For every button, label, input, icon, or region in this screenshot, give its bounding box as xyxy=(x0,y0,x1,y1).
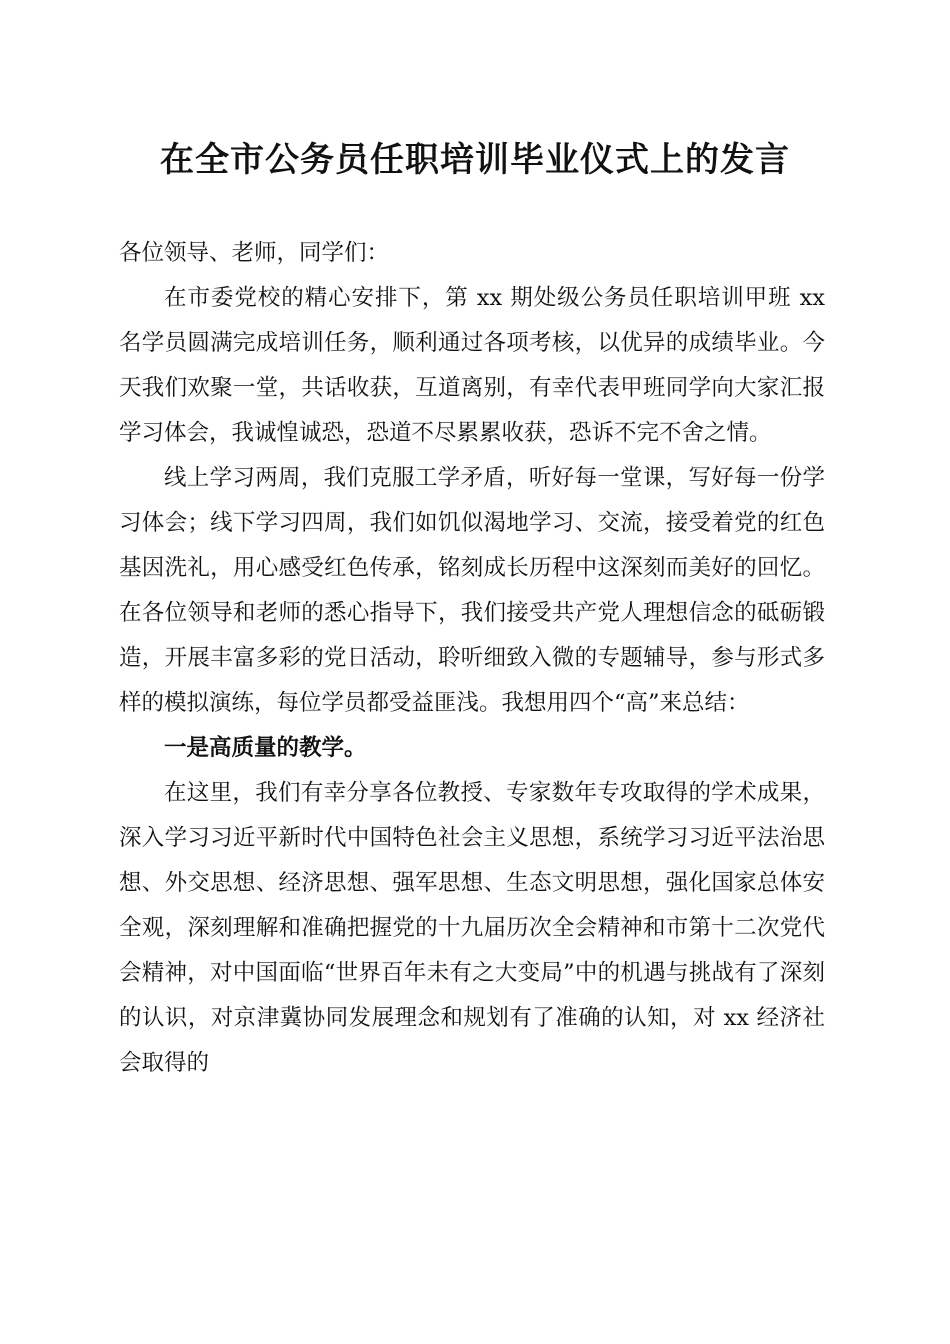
paragraph-study: 线上学习两周，我们克服工学矛盾，听好每一堂课，写好每一份学习体会；线下学习四周，我们如饥似渴地学习、交流，接受着党的红色基因洗礼，用心感受红色传承，铭刻成长历程中这深刻而美好的回忆。在各位领导和老师的悉心指导下，我们接受共产党人理想信念的砥砺锻造，开展丰富多彩的党日活动，聆听细致入微的专题辅导，参与形式多样的模拟演练，每位学员都受益匪浅。我想用四个“高”来总结： xyxy=(119,465,825,716)
greeting: 各位领导、老师，同学们： xyxy=(119,240,390,266)
document-body xyxy=(119,231,825,1086)
paragraph-teaching: 在这里，我们有幸分享各位教授、专家数年专攻取得的学术成果，深入学习习近平新时代中国特色社会主义思想，系统学习习近平法治思想、外交思想、经济思想、强军思想、生态文明思想，强化国家总体安全观，深刻理解和准确把握党的十九届历次全会精神和市第十二次党代会精神，对中国面临“世界百年未有之大变局”中的机遇与挑战有了深刻的认识，对京津冀协同发展理念和规划有了准确的认知，对 xx 经济社会取得的 xyxy=(119,780,825,1076)
section-heading: 一是高质量的教学。 xyxy=(164,735,367,761)
page-title: 在全市公务员任职培训毕业仪式上的发言 xyxy=(160,140,790,180)
paragraph-intro: 在市委党校的精心安排下，第 xx 期处级公务员任职培训甲班 xx 名学员圆满完成培训任务，顺利通过各项考核，以优异的成绩毕业。今天我们欢聚一堂，共话收获，互道离别，有幸代表甲班同学向大家汇报学习体会，我诚惶诚恐，恐道不尽累累收获，恐诉不完不舍之情。 xyxy=(119,285,825,446)
